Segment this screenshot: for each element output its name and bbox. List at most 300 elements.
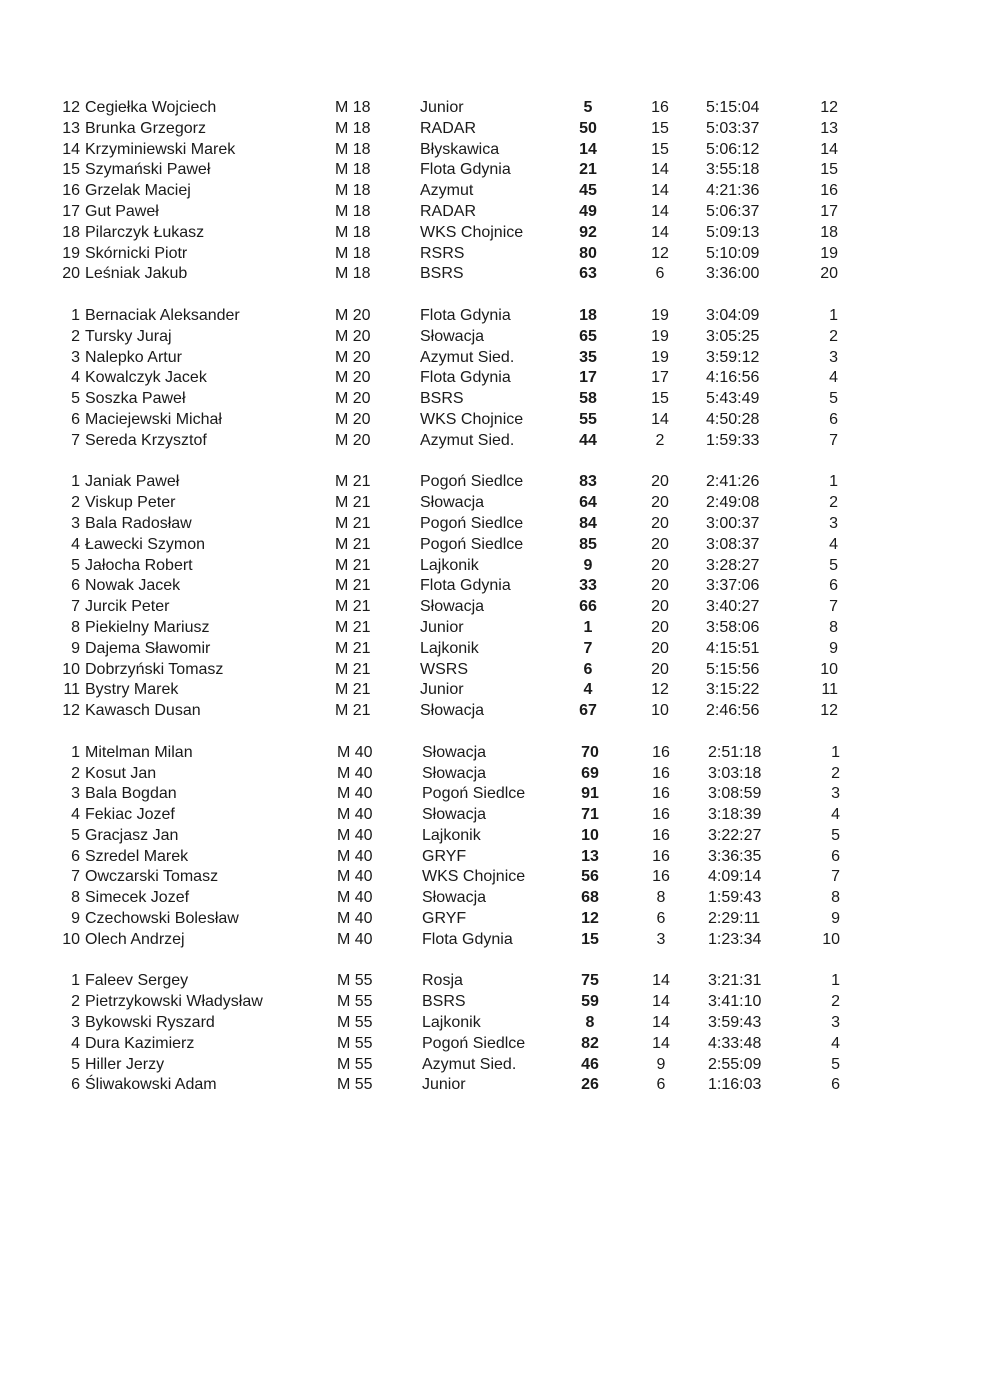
points: 16 xyxy=(652,806,670,824)
points: 14 xyxy=(652,972,670,990)
competitor-name: Ławecki Szymon xyxy=(85,535,206,553)
time: 3:28:27 xyxy=(706,556,760,574)
position-number: 6 xyxy=(71,1076,80,1094)
result-row xyxy=(0,971,1000,992)
time: 2:46:56 xyxy=(706,702,760,720)
results-sheet xyxy=(0,98,1000,1117)
position-number: 10 xyxy=(62,660,80,678)
time: 5:10:09 xyxy=(706,244,760,262)
time: 4:50:28 xyxy=(706,410,760,428)
start-number: 44 xyxy=(579,431,597,449)
points: 14 xyxy=(651,410,669,428)
start-number: 83 xyxy=(579,473,597,491)
position-number: 2 xyxy=(71,494,80,512)
position-number: 13 xyxy=(62,119,80,137)
start-number: 55 xyxy=(579,410,597,428)
competitor-name: Jurcik Peter xyxy=(85,598,170,616)
category: M 55 xyxy=(337,972,373,990)
category: M 21 xyxy=(335,598,371,616)
club-name: Azymut Sied. xyxy=(420,431,515,449)
result-row xyxy=(0,368,1000,389)
competitor-name: Kawasch Dusan xyxy=(85,702,201,720)
club-name: Rosja xyxy=(422,972,463,990)
time: 5:03:37 xyxy=(706,119,760,137)
start-number: 56 xyxy=(581,868,599,886)
place: 16 xyxy=(820,182,838,200)
competitor-name: Bala Bogdan xyxy=(85,785,177,803)
place: 4 xyxy=(831,1034,840,1052)
result-row xyxy=(0,181,1000,202)
points: 12 xyxy=(651,681,669,699)
place: 4 xyxy=(829,369,838,387)
position-number: 3 xyxy=(71,785,80,803)
position-number: 4 xyxy=(71,535,80,553)
place: 5 xyxy=(831,1055,840,1073)
points: 8 xyxy=(656,889,666,907)
place: 5 xyxy=(829,556,838,574)
time: 1:23:34 xyxy=(708,930,762,948)
result-row xyxy=(0,784,1000,805)
position-number: 7 xyxy=(71,431,80,449)
points: 16 xyxy=(652,826,670,844)
competitor-name: Bykowski Ryszard xyxy=(85,1014,215,1032)
club-name: BSRS xyxy=(422,993,466,1011)
category: M 40 xyxy=(337,785,373,803)
category: M 18 xyxy=(335,202,371,220)
club-name: Pogoń Siedlce xyxy=(420,514,524,532)
result-row xyxy=(0,764,1000,785)
competitor-name: Grzelak Maciej xyxy=(85,182,191,200)
club-name: Lajkonik xyxy=(420,556,479,574)
competitor-name: Soszka Paweł xyxy=(85,390,186,408)
points: 6 xyxy=(656,910,666,928)
result-row xyxy=(0,202,1000,223)
place: 3 xyxy=(831,1014,840,1032)
club-name: GRYF xyxy=(422,847,467,865)
category: M 21 xyxy=(335,660,371,678)
position-number: 8 xyxy=(71,889,80,907)
position-number: 7 xyxy=(71,868,80,886)
club-name: Słowacja xyxy=(420,702,485,720)
place: 7 xyxy=(829,431,838,449)
category: M 40 xyxy=(337,764,373,782)
points: 14 xyxy=(652,993,670,1011)
results-group xyxy=(0,971,1000,1096)
result-row xyxy=(0,1013,1000,1034)
competitor-name: Kowalczyk Jacek xyxy=(85,369,207,387)
points: 19 xyxy=(651,327,669,345)
start-number: 5 xyxy=(583,99,593,116)
category: M 21 xyxy=(335,618,371,636)
club-name: Słowacja xyxy=(420,327,485,345)
position-number: 10 xyxy=(62,930,80,948)
position-number: 15 xyxy=(62,161,80,179)
result-row xyxy=(0,98,1000,119)
club-name: Lajkonik xyxy=(422,1014,481,1032)
competitor-name: Faleev Sergey xyxy=(85,972,189,990)
position-number: 5 xyxy=(71,556,80,574)
time: 3:36:00 xyxy=(706,265,760,283)
start-number: 12 xyxy=(581,910,599,928)
position-number: 4 xyxy=(71,1034,80,1052)
club-name: Lajkonik xyxy=(420,639,479,657)
result-row xyxy=(0,597,1000,618)
result-row xyxy=(0,389,1000,410)
competitor-name: Kosut Jan xyxy=(85,764,157,782)
club-name: RADAR xyxy=(420,119,477,137)
points: 20 xyxy=(651,660,669,678)
place: 4 xyxy=(831,806,840,824)
time: 3:21:31 xyxy=(708,972,762,990)
points: 19 xyxy=(651,348,669,366)
points: 20 xyxy=(651,473,669,491)
result-row xyxy=(0,805,1000,826)
start-number: 8 xyxy=(585,1014,595,1032)
time: 3:59:12 xyxy=(706,348,760,366)
result-row xyxy=(0,472,1000,493)
club-name: Błyskawica xyxy=(420,140,500,158)
points: 14 xyxy=(651,202,669,220)
category: M 20 xyxy=(335,390,371,408)
competitor-name: Bernaciak Aleksander xyxy=(85,306,240,324)
place: 2 xyxy=(831,764,840,782)
result-row xyxy=(0,867,1000,888)
position-number: 6 xyxy=(71,410,80,428)
result-row xyxy=(0,701,1000,722)
points: 20 xyxy=(651,514,669,532)
club-name: Słowacja xyxy=(422,889,487,907)
place: 1 xyxy=(829,473,838,491)
competitor-name: Szymański Paweł xyxy=(85,161,211,179)
competitor-name: Gracjasz Jan xyxy=(85,826,179,844)
position-number: 9 xyxy=(71,910,80,928)
competitor-name: Owczarski Tomasz xyxy=(85,868,219,886)
time: 3:41:10 xyxy=(708,993,762,1011)
points: 16 xyxy=(652,847,670,865)
competitor-name: Dobrzyński Tomasz xyxy=(85,660,224,678)
start-number: 82 xyxy=(581,1034,599,1052)
category: M 18 xyxy=(335,182,371,200)
place: 3 xyxy=(831,785,840,803)
club-name: Junior xyxy=(422,1076,466,1094)
result-row xyxy=(0,826,1000,847)
category: M 21 xyxy=(335,535,371,553)
competitor-name: Fekiac Jozef xyxy=(85,806,175,824)
result-row xyxy=(0,431,1000,452)
position-number: 20 xyxy=(62,265,80,283)
place: 6 xyxy=(829,577,838,595)
result-row xyxy=(0,535,1000,556)
place: 1 xyxy=(831,743,840,761)
time: 5:43:49 xyxy=(706,390,760,408)
category: M 18 xyxy=(335,119,371,137)
category: M 40 xyxy=(337,743,373,761)
club-name: Azymut Sied. xyxy=(422,1055,517,1073)
points: 20 xyxy=(651,535,669,553)
time: 3:55:18 xyxy=(706,161,760,179)
start-number: 18 xyxy=(579,306,597,324)
competitor-name: Gut Paweł xyxy=(85,202,159,220)
place: 8 xyxy=(831,889,840,907)
competitor-name: Skórnicki Piotr xyxy=(85,244,188,262)
place: 20 xyxy=(820,265,838,283)
time: 3:22:27 xyxy=(708,826,762,844)
category: M 40 xyxy=(337,930,373,948)
time: 3:08:59 xyxy=(708,785,762,803)
category: M 20 xyxy=(335,431,371,449)
category: M 21 xyxy=(335,639,371,657)
place: 19 xyxy=(820,244,838,262)
points: 15 xyxy=(651,119,669,137)
place: 18 xyxy=(820,223,838,241)
points: 20 xyxy=(651,598,669,616)
start-number: 59 xyxy=(581,993,599,1011)
club-name: Azymut xyxy=(420,182,474,200)
position-number: 1 xyxy=(71,473,80,491)
competitor-name: Sereda Krzysztof xyxy=(85,431,207,449)
time: 2:49:08 xyxy=(706,494,760,512)
place: 2 xyxy=(829,327,838,345)
start-number: 17 xyxy=(579,369,597,387)
time: 3:36:35 xyxy=(708,847,762,865)
place: 2 xyxy=(831,993,840,1011)
position-number: 17 xyxy=(62,202,80,220)
club-name: Słowacja xyxy=(422,743,487,761)
place: 1 xyxy=(831,972,840,990)
competitor-name: Szredel Marek xyxy=(85,847,189,865)
club-name: Flota Gdynia xyxy=(420,369,511,387)
result-row xyxy=(0,576,1000,597)
position-number: 2 xyxy=(71,764,80,782)
competitor-name: Dura Kazimierz xyxy=(85,1034,195,1052)
club-name: Junior xyxy=(420,99,464,116)
points: 16 xyxy=(652,764,670,782)
position-number: 1 xyxy=(71,743,80,761)
points: 20 xyxy=(651,639,669,657)
place: 10 xyxy=(822,930,840,948)
time: 3:15:22 xyxy=(706,681,760,699)
points: 6 xyxy=(655,265,665,283)
competitor-name: Bala Radosław xyxy=(85,514,192,532)
competitor-name: Krzyminiewski Marek xyxy=(85,140,236,158)
competitor-name: Czechowski Bolesław xyxy=(85,910,239,928)
position-number: 14 xyxy=(62,140,80,158)
place: 15 xyxy=(820,161,838,179)
category: M 40 xyxy=(337,806,373,824)
result-row xyxy=(0,992,1000,1013)
position-number: 9 xyxy=(71,639,80,657)
time: 3:08:37 xyxy=(706,535,760,553)
position-number: 6 xyxy=(71,847,80,865)
result-row xyxy=(0,348,1000,369)
place: 5 xyxy=(829,390,838,408)
category: M 40 xyxy=(337,826,373,844)
result-row xyxy=(0,1075,1000,1096)
position-number: 12 xyxy=(62,702,80,720)
points: 14 xyxy=(652,1034,670,1052)
competitor-name: Mitelman Milan xyxy=(85,743,193,761)
points: 16 xyxy=(651,99,669,116)
points: 15 xyxy=(651,390,669,408)
start-number: 63 xyxy=(579,265,597,283)
start-number: 4 xyxy=(583,681,593,699)
competitor-name: Hiller Jerzy xyxy=(85,1055,165,1073)
points: 3 xyxy=(656,930,666,948)
result-row xyxy=(0,514,1000,535)
competitor-name: Brunka Grzegorz xyxy=(85,119,206,137)
category: M 18 xyxy=(335,161,371,179)
points: 14 xyxy=(652,1014,670,1032)
position-number: 19 xyxy=(62,244,80,262)
club-name: Flota Gdynia xyxy=(420,306,511,324)
club-name: Pogoń Siedlce xyxy=(420,473,524,491)
start-number: 45 xyxy=(579,182,597,200)
category: M 55 xyxy=(337,993,373,1011)
time: 5:15:04 xyxy=(706,99,760,116)
position-number: 2 xyxy=(71,993,80,1011)
club-name: RSRS xyxy=(420,244,465,262)
place: 8 xyxy=(829,618,838,636)
position-number: 5 xyxy=(71,390,80,408)
start-number: 13 xyxy=(581,847,599,865)
category: M 55 xyxy=(337,1076,373,1094)
time: 3:59:43 xyxy=(708,1014,762,1032)
points: 16 xyxy=(652,868,670,886)
time: 5:06:37 xyxy=(706,202,760,220)
results-group xyxy=(0,98,1000,285)
position-number: 11 xyxy=(63,681,80,699)
time: 4:15:51 xyxy=(706,639,760,657)
points: 20 xyxy=(651,618,669,636)
time: 2:29:11 xyxy=(708,910,761,928)
result-row xyxy=(0,847,1000,868)
time: 2:41:26 xyxy=(706,473,760,491)
competitor-name: Nalepko Artur xyxy=(85,348,182,366)
time: 1:16:03 xyxy=(708,1076,762,1094)
position-number: 16 xyxy=(62,182,80,200)
club-name: Pogoń Siedlce xyxy=(420,535,524,553)
result-row xyxy=(0,909,1000,930)
club-name: Lajkonik xyxy=(422,826,481,844)
points: 12 xyxy=(651,244,669,262)
club-name: WKS Chojnice xyxy=(422,868,526,886)
result-row xyxy=(0,119,1000,140)
place: 17 xyxy=(820,202,838,220)
club-name: Junior xyxy=(420,681,464,699)
result-row xyxy=(0,1034,1000,1055)
category: M 55 xyxy=(337,1034,373,1052)
club-name: Słowacja xyxy=(422,806,487,824)
points: 16 xyxy=(652,785,670,803)
category: M 21 xyxy=(335,514,371,532)
start-number: 67 xyxy=(579,702,597,720)
category: M 18 xyxy=(335,223,371,241)
category: M 20 xyxy=(335,369,371,387)
start-number: 71 xyxy=(581,806,599,824)
position-number: 5 xyxy=(71,826,80,844)
place: 11 xyxy=(821,681,838,699)
place: 7 xyxy=(829,598,838,616)
place: 12 xyxy=(820,99,838,116)
start-number: 21 xyxy=(579,161,597,179)
place: 14 xyxy=(820,140,838,158)
club-name: Azymut Sied. xyxy=(420,348,515,366)
time: 4:16:56 xyxy=(706,369,760,387)
start-number: 69 xyxy=(581,764,599,782)
club-name: RADAR xyxy=(420,202,477,220)
competitor-name: Simecek Jozef xyxy=(85,889,190,907)
category: M 21 xyxy=(335,473,371,491)
result-row xyxy=(0,306,1000,327)
category: M 55 xyxy=(337,1055,373,1073)
position-number: 4 xyxy=(71,806,80,824)
start-number: 10 xyxy=(581,826,599,844)
result-row xyxy=(0,930,1000,951)
club-name: Słowacja xyxy=(420,494,485,512)
start-number: 7 xyxy=(583,639,593,657)
place: 9 xyxy=(831,910,840,928)
start-number: 80 xyxy=(579,244,597,262)
place: 9 xyxy=(829,639,838,657)
start-number: 33 xyxy=(579,577,597,595)
position-number: 3 xyxy=(71,1014,80,1032)
category: M 18 xyxy=(335,99,371,116)
club-name: WKS Chojnice xyxy=(420,223,524,241)
time: 5:06:12 xyxy=(706,140,760,158)
points: 17 xyxy=(651,369,669,387)
points: 14 xyxy=(651,182,669,200)
position-number: 7 xyxy=(71,598,80,616)
start-number: 68 xyxy=(581,889,599,907)
category: M 40 xyxy=(337,847,373,865)
time: 3:04:09 xyxy=(706,306,760,324)
points: 9 xyxy=(656,1055,666,1073)
category: M 18 xyxy=(335,140,371,158)
club-name: WKS Chojnice xyxy=(420,410,524,428)
start-number: 58 xyxy=(579,390,597,408)
position-number: 8 xyxy=(71,618,80,636)
time: 1:59:43 xyxy=(708,889,762,907)
time: 5:15:56 xyxy=(706,660,760,678)
club-name: Pogoń Siedlce xyxy=(422,1034,526,1052)
club-name: Pogoń Siedlce xyxy=(422,785,526,803)
points: 20 xyxy=(651,556,669,574)
place: 7 xyxy=(831,868,840,886)
results-group xyxy=(0,743,1000,951)
results-group xyxy=(0,306,1000,452)
points: 20 xyxy=(651,494,669,512)
result-row xyxy=(0,618,1000,639)
result-row xyxy=(0,888,1000,909)
position-number: 3 xyxy=(71,348,80,366)
club-name: GRYF xyxy=(422,910,467,928)
position-number: 4 xyxy=(71,369,80,387)
category: M 20 xyxy=(335,306,371,324)
competitor-name: Śliwakowski Adam xyxy=(85,1076,217,1094)
result-row xyxy=(0,244,1000,265)
category: M 21 xyxy=(335,577,371,595)
place: 1 xyxy=(829,306,838,324)
place: 6 xyxy=(829,410,838,428)
start-number: 85 xyxy=(579,535,597,553)
start-number: 1 xyxy=(583,618,593,636)
category: M 21 xyxy=(335,556,371,574)
category: M 40 xyxy=(337,868,373,886)
start-number: 50 xyxy=(579,119,597,137)
points: 14 xyxy=(651,223,669,241)
time: 4:21:36 xyxy=(706,182,760,200)
time: 3:37:06 xyxy=(706,577,760,595)
